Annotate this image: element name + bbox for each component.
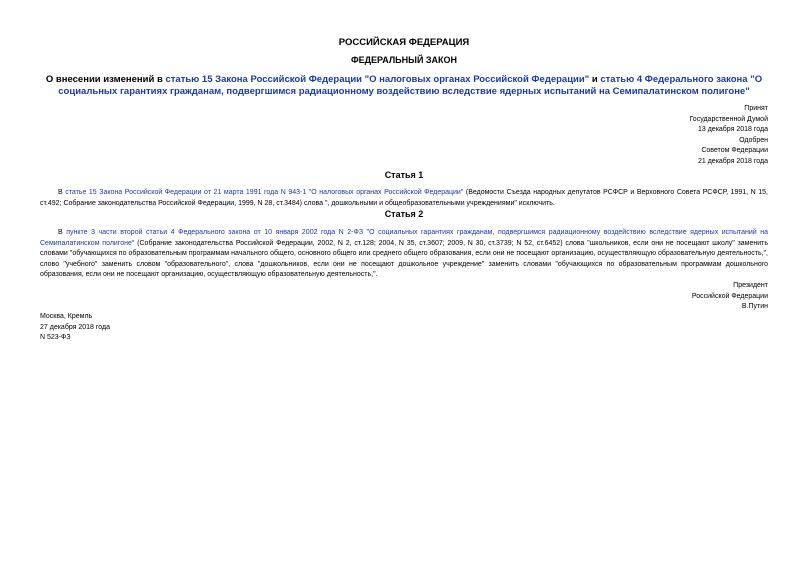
place-date-block	[40, 312, 110, 344]
article-1-text-end: (Ведомости Съезда народных депутатов РСФСР и Верховного Совета РСФСР, 1991, N 15, ст.492; Собрание законодательства Российской Федерации, 1999, N 28, ст.3484) слова ", дошкольными и общеобразовательными учреждениями" исключить.	[40, 189, 768, 207]
title-middle: и	[589, 74, 601, 85]
approved-label: Одобрен	[739, 136, 768, 144]
signer-title: Президент	[733, 282, 768, 289]
approved-date: 21 декабря 2018 года	[697, 157, 768, 165]
title-link-article-15[interactable]: статью 15 Закона Российской Федерации "О налоговых органах Российской Федерации"	[165, 74, 590, 85]
signature-block	[692, 281, 768, 313]
accepted-label: Принят	[744, 105, 768, 112]
approved-by: Советом Федерации	[701, 147, 768, 154]
article-2-link[interactable]: пункте 3 части второй статьи 4 Федерального закона от 10 января 2002 года N 2-ФЗ "О социальных гарантиях гражданам, подвергшимся радиационному воздействию вследствие ядерных испытаний на Семипалатинском полигоне"	[40, 229, 768, 247]
article-2-text-end: (Собрание законодательства Российской Федерации, 2002, N 2, ст.128; 2004, N 35, ст.3607; 2009, N 30, ст.3739; N 52, ст.6452) слова "школьников, если они не посещают школу" заменить словами "обучающихся по образовательным программам начального общего, основного общего или среднего общего образования, если они не посещают организацию, осуществляющую образовательную деятельность,", слово "учебного" заменить словом "образовательного", слова "дошкольников, если они не посещают дошкольное учреждение" заменить словами "обучающихся по образовательным программам дошкольного образования, если они не посещают организацию, осуществляющую образовательную деятельность,".	[40, 239, 769, 279]
article-1-heading: Статья 1	[384, 170, 424, 180]
law-title	[40, 74, 768, 98]
doc-type-heading: ФЕДЕРАЛЬНЫЙ ЗАКОН	[350, 55, 458, 65]
article-2-text	[40, 228, 768, 281]
signing-date: 27 декабря 2018 года	[40, 323, 111, 331]
title-prefix: О внесении изменений в	[45, 74, 166, 85]
accepted-date: 13 декабря 2018 года	[697, 126, 768, 133]
article-2-text-start: В	[58, 229, 67, 236]
article-1-text-start: В	[58, 189, 66, 196]
article-2-heading: Статья 2	[384, 209, 424, 219]
article-1-link[interactable]: статье 15 Закона Российской Федерации от 21 марта 1991 года N 943-1 "О налоговых органах Российской Федерации"	[65, 189, 464, 196]
signer-country: Российской Федерации	[691, 292, 768, 300]
article-1-text	[40, 188, 768, 209]
signer-name: В.Путин	[741, 303, 768, 310]
title-link-article-4[interactable]: статью 4 Федерального закона "О социальных гарантиях гражданам, подвергшимся радиационному воздействию вследствие ядерных испытаний на Семипалатинском полигоне"	[58, 74, 763, 97]
signing-place: Москва, Кремль	[40, 313, 93, 320]
acceptance-block	[689, 104, 768, 167]
law-number: N 523-ФЗ	[40, 334, 71, 342]
accepted-by: Государственной Думой	[689, 115, 768, 123]
country-heading: РОССИЙСКАЯ ФЕДЕРАЦИЯ	[338, 37, 470, 48]
